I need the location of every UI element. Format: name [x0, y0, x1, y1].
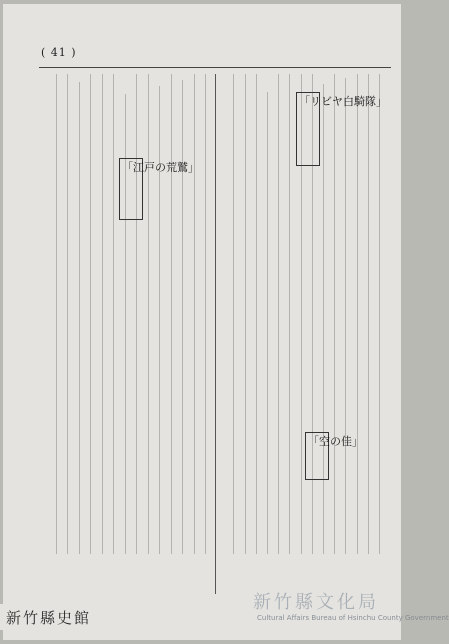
text-line	[267, 92, 268, 554]
boxed-heading: 「空の佳」	[305, 432, 329, 480]
scanned-page	[3, 4, 449, 640]
text-line	[345, 78, 346, 554]
boxed-heading: 「リビヤ白騎隊」	[296, 92, 320, 166]
text-line	[113, 74, 114, 554]
text-line	[323, 84, 324, 554]
text-line	[357, 74, 358, 554]
text-line	[334, 74, 335, 554]
boxed-heading: 「江戸の荒鷲」	[119, 158, 143, 220]
text-line	[102, 74, 103, 554]
text-line	[278, 74, 279, 554]
text-line	[379, 74, 380, 554]
text-line	[182, 80, 183, 554]
text-line	[56, 74, 57, 554]
text-line	[205, 74, 206, 554]
archive-logo: 新竹縣史館	[0, 604, 118, 630]
text-line	[256, 74, 257, 554]
column-divider	[215, 74, 216, 594]
text-line	[67, 74, 68, 554]
running-header	[41, 44, 393, 64]
header-rule	[39, 67, 391, 68]
text-line	[136, 74, 137, 554]
text-line	[79, 82, 80, 554]
vertical-text-body	[43, 74, 389, 594]
text-line	[289, 74, 290, 554]
text-line	[159, 86, 160, 554]
text-line	[171, 74, 172, 554]
watermark-text: 新竹縣文化局	[253, 592, 379, 613]
text-line	[368, 74, 369, 554]
watermark-english: Cultural Affairs Bureau of Hsinchu County Government	[257, 614, 449, 622]
text-line	[194, 74, 195, 554]
text-line	[90, 74, 91, 554]
left-column	[43, 74, 213, 594]
text-line	[245, 74, 246, 554]
watermark	[253, 588, 449, 644]
text-line	[148, 74, 149, 554]
page-number: ( 41 )	[41, 46, 77, 59]
text-line	[233, 74, 234, 554]
